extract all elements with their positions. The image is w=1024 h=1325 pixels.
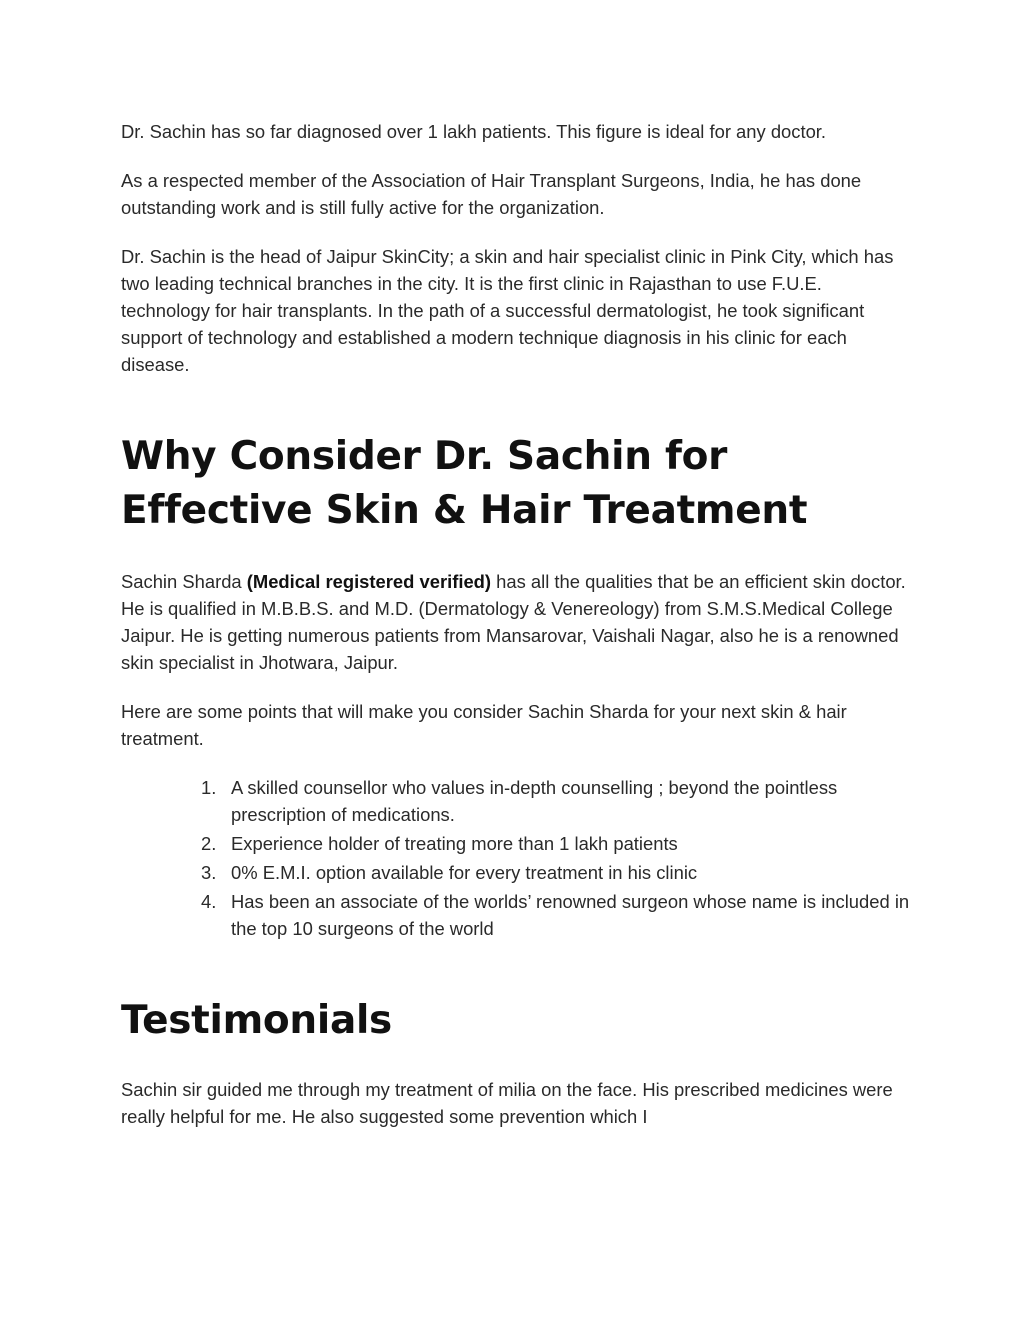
verified-label: (Medical registered verified) <box>246 571 492 592</box>
why-paragraph-1 <box>121 568 911 676</box>
list-item-text: A skilled counsellor who values in-depth counselling ; beyond the pointless prescription of medications. <box>231 777 838 825</box>
list-number: 3. <box>201 862 217 883</box>
list-number: 2. <box>201 833 217 854</box>
list-item <box>201 859 911 886</box>
list-item <box>201 830 911 857</box>
list-item-text: Has been an associate of the worlds’ renowned surgeon whose name is included in the top 10 surgeons of the world <box>231 891 910 939</box>
why-paragraph-1-lead: Sachin Sharda <box>121 571 247 592</box>
list-item-text: Experience holder of treating more than 1 lakh patients <box>231 833 678 854</box>
points-list <box>201 774 911 942</box>
intro-paragraph-3: Dr. Sachin is the head of Jaipur SkinCity; a skin and hair specialist clinic in Pink City, which has two leading technical branches in the city. It is the first clinic in Rajasthan to use F.U.E. technology for hair transplants. In the path of a successful dermatologist, he took significant support of technology and established a modern technique diagnosis in his clinic for each disease. <box>121 246 894 375</box>
intro-paragraph-1: Dr. Sachin has so far diagnosed over 1 lakh patients. This figure is ideal for any doctor. <box>121 121 827 142</box>
intro-paragraph-2: As a respected member of the Association of Hair Transplant Surgeons, India, he has done outstanding work and is still fully active for the organization. <box>121 170 862 218</box>
testimonial-text: Sachin sir guided me through my treatment of milia on the face. His prescribed medicines were really helpful for me. He also suggested some prevention which I <box>121 1079 893 1127</box>
list-item-text: 0% E.M.I. option available for every treatment in his clinic <box>231 862 698 883</box>
why-heading: Why Consider Dr. Sachin for Effective Skin & Hair Treatment <box>121 434 808 533</box>
list-item <box>201 888 911 942</box>
list-number: 4. <box>201 891 217 912</box>
list-number: 1. <box>201 777 217 798</box>
testimonials-heading: Testimonials <box>121 998 392 1043</box>
list-item <box>201 774 911 828</box>
document-page <box>121 118 911 1130</box>
why-paragraph-2: Here are some points that will make you consider Sachin Sharda for your next skin & hair treatment. <box>121 701 847 749</box>
why-paragraph-1-rest: has all the qualities that be an efficient skin doctor. He is qualified in M.B.B.S. and M.D. (Dermatology & Venereology) from S.M.S.Medical College Jaipur. He is getting numerous patients from Mansarovar, Vaishali Nagar, also he is a renowned skin specialist in Jhotwara, Jaipur. <box>121 571 906 673</box>
